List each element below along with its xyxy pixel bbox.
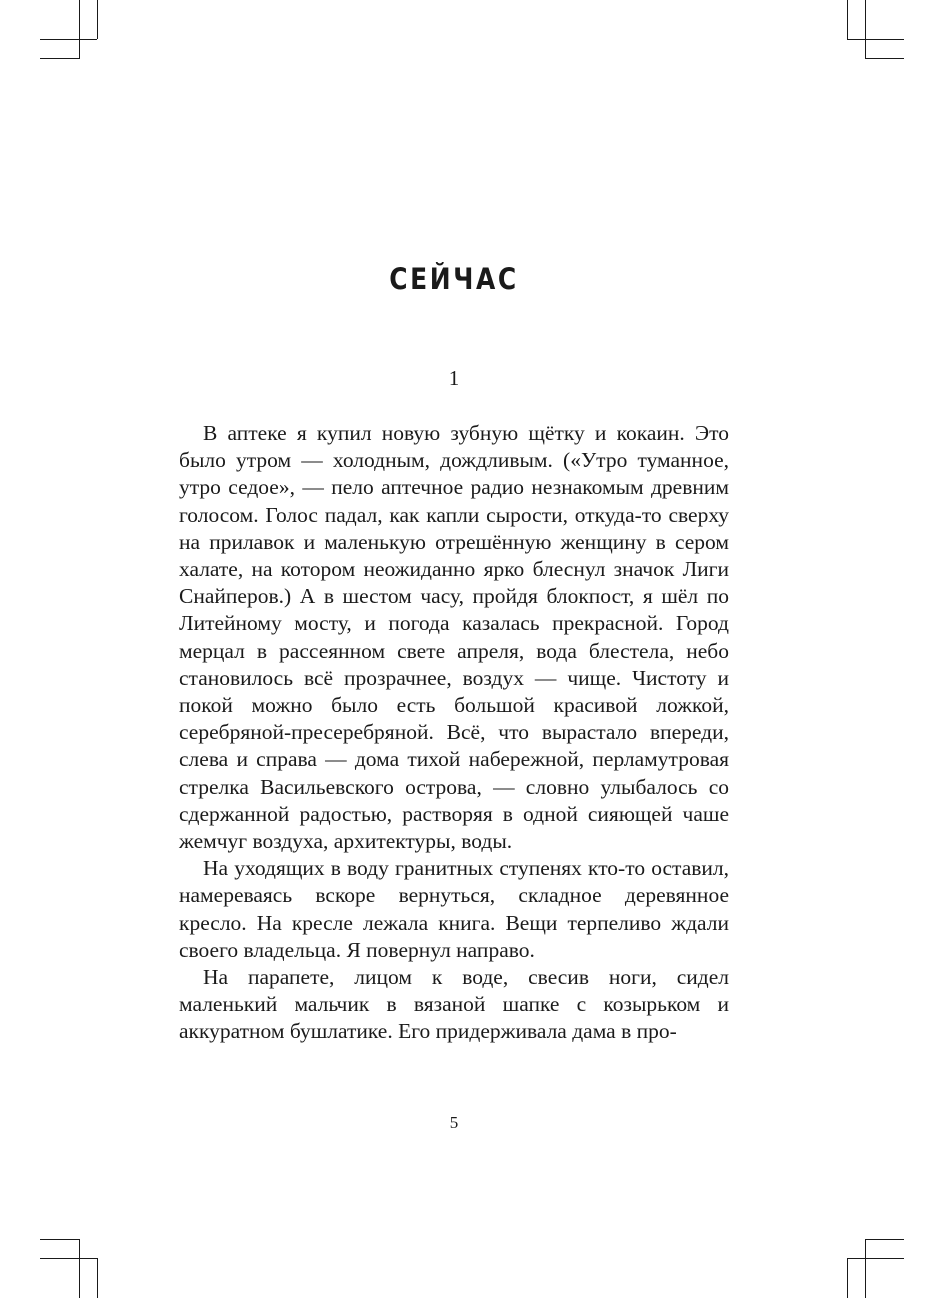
crop-mark-bottom-left-horizontal [40,1258,97,1259]
crop-mark-top-left-horizontal [40,39,97,40]
crop-mark-top-left-inner-horizontal [40,58,80,59]
paragraph: В аптеке я купил новую зубную щётку и кокаин. Это было утром — холодным, дождливым. («Утро туманное, утро седое», — пело аптечное радио незнакомым древним голосом. Голос падал, как капли сырости, откуда-то сверху на прилавок и маленькую отрешённую женщину в сером халате, на котором неожиданно ярко блеснул значок Лиги Снайперов.) А в шестом часу, пройдя блокпост, я шёл по Литейному мосту, и погода казалась прекрасной. Город мерцал в рассеянном свете апреля, вода блестела, небо становилось всё прозрачнее, воздух — чище. Чистоту и покой можно было есть большой красивой ложкой, серебряной-пресеребряной. Всё, что вырастало впереди, слева и справа — дома тихой набережной, перламутровая стрелка Васильевского острова, — словно улыбалось со сдержанной радостью, растворяя в одной сияющей чаше жемчуг воздуха, архитектуры, воды. [179,421,729,854]
crop-mark-bottom-right-inner-vertical [847,1258,848,1298]
chapter-title: СЕЙЧАС [389,262,519,296]
crop-mark-top-right-vertical [865,0,866,59]
crop-mark-top-left-inner-vertical [97,0,98,39]
page-number: 5 [449,1113,459,1132]
crop-mark-bottom-right-vertical [865,1239,866,1298]
crop-mark-bottom-left-vertical [79,1239,80,1298]
crop-mark-top-right-inner-horizontal [865,58,904,59]
body-text [179,420,729,1046]
paragraph: На уходящих в воду гранитных ступенях кто-то оставил, намереваясь вскоре вернуться, складное деревянное кресло. На кресле лежала книга. Вещи терпеливо ждали своего владельца. Я повернул направо. [179,856,729,962]
crop-mark-bottom-right-inner-horizontal [865,1239,904,1240]
crop-mark-top-right-horizontal [847,39,904,40]
section-number: 1 [448,366,460,390]
crop-mark-bottom-left-inner-vertical [97,1258,98,1298]
crop-mark-top-left-vertical [79,0,80,59]
paragraph: На парапете, лицом к воде, свесив ноги, сидел маленький мальчик в вязаной шапке с козырьком и аккуратном бушлатике. Его придерживала дама в про- [179,965,729,1044]
crop-mark-bottom-left-inner-horizontal [40,1239,80,1240]
crop-mark-top-right-inner-vertical [847,0,848,39]
crop-mark-bottom-right-horizontal [847,1258,904,1259]
